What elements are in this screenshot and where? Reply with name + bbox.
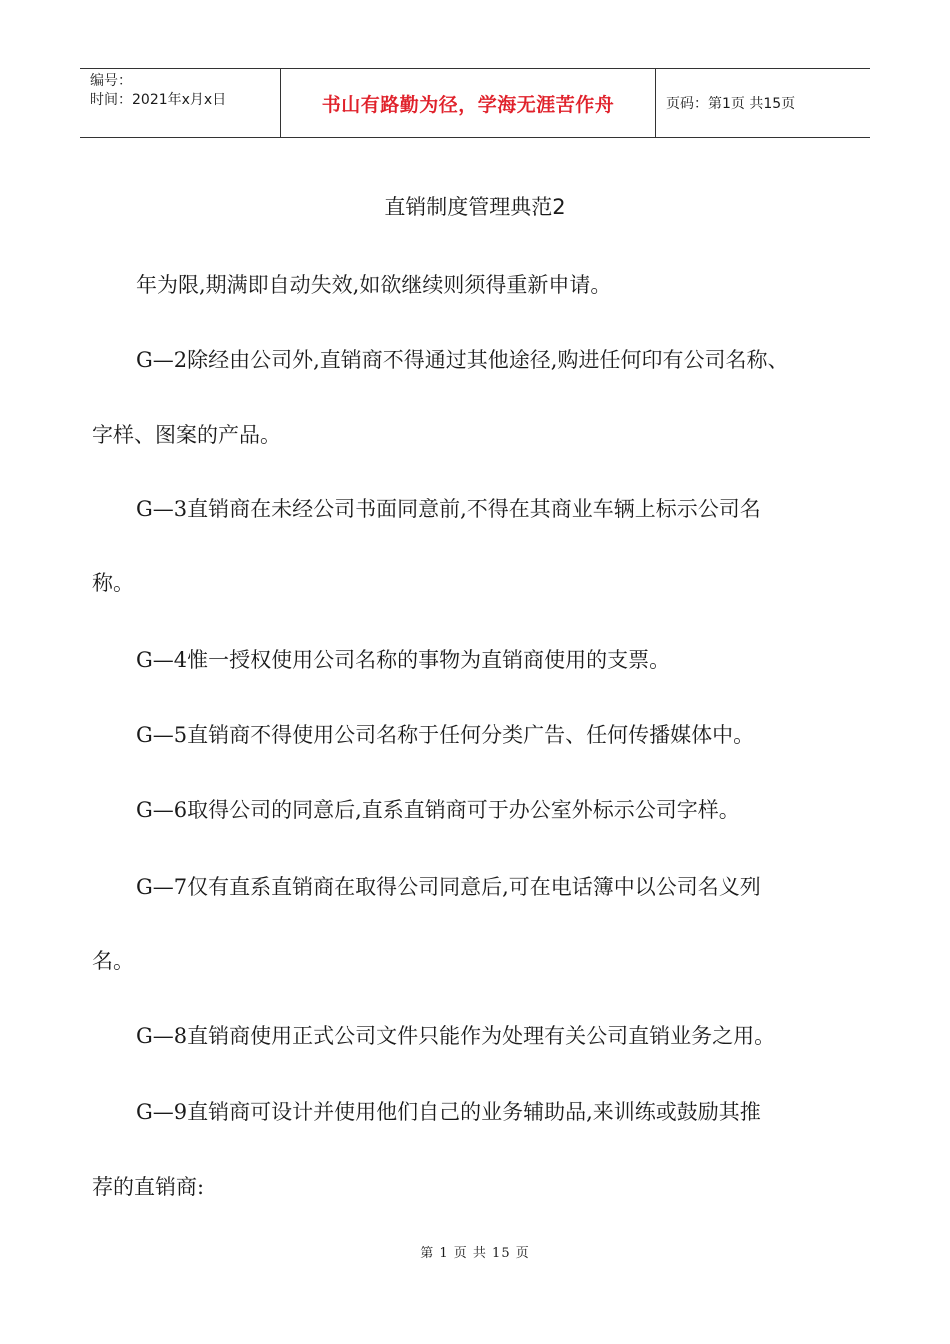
header-page-info: 页码：第1页 共15页 [666, 96, 796, 112]
body-line: G—4惟一授权使用公司名称的事物为直销商使用的支票。 [136, 648, 671, 672]
body-line: 名。 [92, 949, 134, 973]
body-line: 年为限,期满即自动失效,如欲继续则须得重新申请。 [136, 273, 612, 297]
header-meta-cell [80, 69, 281, 137]
body-line: G—7仅有直系直销商在取得公司同意后,可在电话簿中以公司名义列 [136, 875, 761, 899]
body-line: 称。 [92, 571, 134, 595]
body-line: G—3直销商在未经公司书面同意前,不得在其商业车辆上标示公司名 [136, 497, 761, 521]
body-line: G—5直销商不得使用公司名称于任何分类广告、任何传播媒体中。 [136, 723, 755, 747]
body-line: 荐的直销商: [92, 1175, 205, 1199]
page-footer: 第 1 页 共 15 页 [420, 1246, 530, 1261]
body-line: G—8直销商使用正式公司文件只能作为处理有关公司直销业务之用。 [136, 1024, 776, 1048]
body-line: 字样、图案的产品。 [92, 423, 281, 447]
document-time-label: 时间：2021年x月x日 [90, 92, 227, 108]
body-line: G—2除经由公司外,直销商不得通过其他途径,购进任何印有公司名称、 [136, 348, 789, 372]
header-motto: 书山有路勤为径，学海无涯苦作舟 [281, 69, 656, 137]
body-line: G—6取得公司的同意后,直系直销商可于办公室外标示公司字样。 [136, 798, 740, 822]
document-title: 直销制度管理典范2 [384, 195, 566, 219]
body-line: G—9直销商可设计并使用他们自己的业务辅助品,来训练或鼓励其推 [136, 1100, 761, 1124]
document-number-label: 编号： [90, 73, 132, 89]
page-header [80, 68, 870, 138]
